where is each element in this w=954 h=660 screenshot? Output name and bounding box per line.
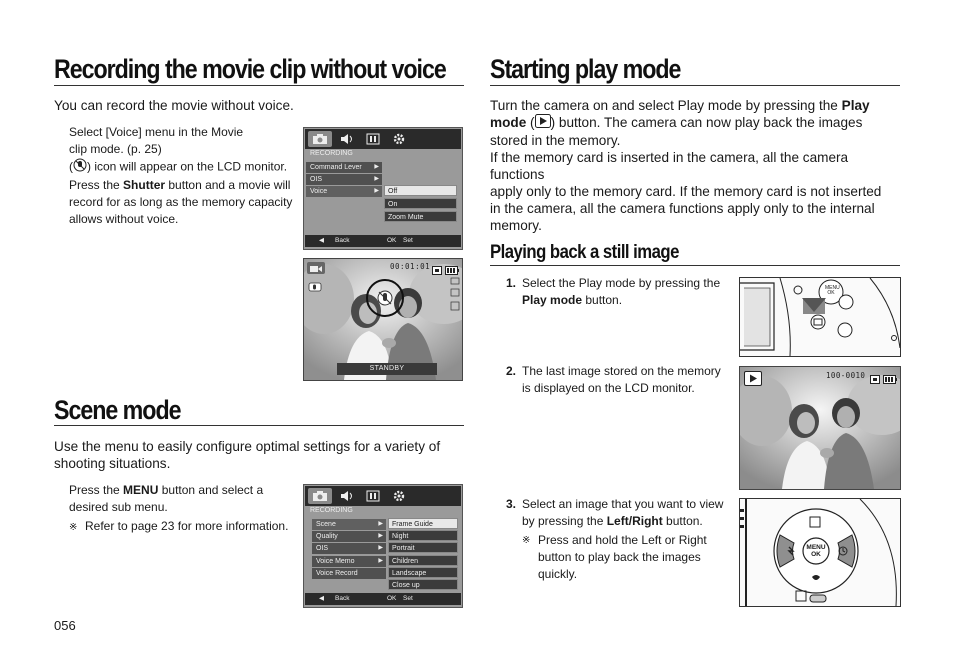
option-portrait[interactable]: Portrait [388,542,458,553]
menu-bottom-bar [305,593,461,605]
menu-row-quality[interactable]: Quality ▶ [312,531,386,542]
standby-label: STANDBY [337,363,437,375]
menu-bottom-bar [305,235,461,247]
record-time: 00:01:01 [390,262,431,271]
memory-icon [432,262,442,280]
menu-tab-bar [305,486,461,506]
page-number: 056 [54,618,76,633]
memory-icon [870,371,880,389]
option-close-up[interactable]: Close up [388,579,458,590]
menu-row-voice-memo[interactable]: Voice Memo ▶ [312,556,386,567]
camera-navigation-buttons-illustration [739,498,901,607]
option-night[interactable]: Night [388,530,458,541]
section-title-scene-mode: Scene mode [54,395,181,425]
back-label: Back [335,595,350,602]
lcd-voice-menu [303,127,463,250]
option-children[interactable]: Children [388,555,458,566]
set-label: Set [403,595,413,602]
section-title-movie-no-voice: Recording the movie clip without voice [54,54,446,84]
menu-tab-bar [305,129,461,149]
back-label: Back [335,237,350,244]
step-3-text: Select an image that you want to view by pressing the Left/Right button. ※ Press and hold the Left or Right button to play back the images quickly. [522,497,724,581]
step-2-text: The last image stored on the memory is displayed on the LCD monitor. [522,364,721,395]
battery-icon [883,371,897,389]
left-arrow-icon: ◀ [319,595,324,602]
set-label: Set [403,237,413,244]
subsection-rule [490,265,900,266]
menu-row-scene[interactable]: Scene ▶ [312,519,386,530]
side-status-icons [450,277,460,313]
settings-tab-icon [387,488,411,504]
play-mode-intro: Turn the camera on and select Play mode by pressing the Play mode ( ) button. The camera can now play back the images stored in the memory. If the memory card is inserted in the camera, all the camera functions apply only to the memory card. If the memory card is not inserted in the camera, all the camera functions apply only to the internal memory. [490,98,882,234]
menu-row-voice[interactable]: Voice ▶ [306,186,382,197]
section-title-play-mode: Starting play mode [490,54,681,84]
lcd-scene-menu [303,484,463,608]
option-landscape[interactable]: Landscape [388,567,458,578]
ok-label: OK [387,595,397,602]
image-counter: 100-0010 [826,371,866,380]
display-tab-icon [361,131,385,147]
play-button-icon [535,114,551,132]
voice-off-icon [73,158,87,177]
camera-play-button-illustration [739,277,901,357]
subsection-title: Playing back a still image [490,242,679,263]
intro-text: You can record the movie without voice. [54,98,294,113]
menu-row-voice-record[interactable]: Voice Record [312,568,386,579]
option-off[interactable]: Off [384,185,457,196]
step-1-number: 1. [506,276,517,290]
voice-off-small-icon [308,279,322,297]
play-mode-indicator-icon [744,371,762,386]
settings-tab-icon [387,131,411,147]
voice-off-highlight-circle [366,279,404,317]
movie-mode-icon [307,262,325,274]
note-mark: ※ [522,535,531,546]
display-tab-icon [361,488,385,504]
option-on[interactable]: On [384,198,457,209]
scene-intro-text: Use the menu to easily configure optimal settings for a variety of shooting situations. [54,439,441,471]
option-frame-guide[interactable]: Frame Guide [388,518,458,529]
title-rule [54,425,464,426]
step-1-text: Select the Play mode by pressing the Play mode button. [522,276,721,307]
sound-tab-icon [335,131,359,147]
ok-label: OK [387,237,397,244]
movie-standby-screen [303,258,463,381]
step-3-number: 3. [506,497,517,511]
play-mode-screen [739,366,901,490]
step-text: Select [Voice] menu in the Movie clip mode. (p. 25) ( ) icon will appear on the LCD monitor. Press the Shutter button and a movie will record for as long as the memory capacity allows without voice. [69,125,293,226]
title-rule [54,85,464,86]
menu-row-ois[interactable]: OIS ▶ [306,174,382,185]
menu-caption: RECORDING [310,507,353,514]
menu-ok-button-label: MENU OK [806,544,826,558]
menu-ok-mini-label: MENU OK [825,285,840,296]
camera-tab-icon [308,488,332,504]
sound-tab-icon [335,488,359,504]
step-2-number: 2. [506,364,517,378]
menu-row-ois[interactable]: OIS ▶ [312,543,386,554]
camera-tab-icon [308,131,332,147]
menu-caption: RECORDING [310,150,353,157]
option-zoom-mute[interactable]: Zoom Mute [384,211,457,222]
left-arrow-icon: ◀ [319,237,324,244]
title-rule [490,85,900,86]
note-mark: ※ [69,522,78,533]
scene-step-text: Press the MENU button and select a desired sub menu. ※ Refer to page 23 for more information. [69,482,299,536]
menu-row-command-lever[interactable]: Command Lever ▶ [306,162,382,173]
